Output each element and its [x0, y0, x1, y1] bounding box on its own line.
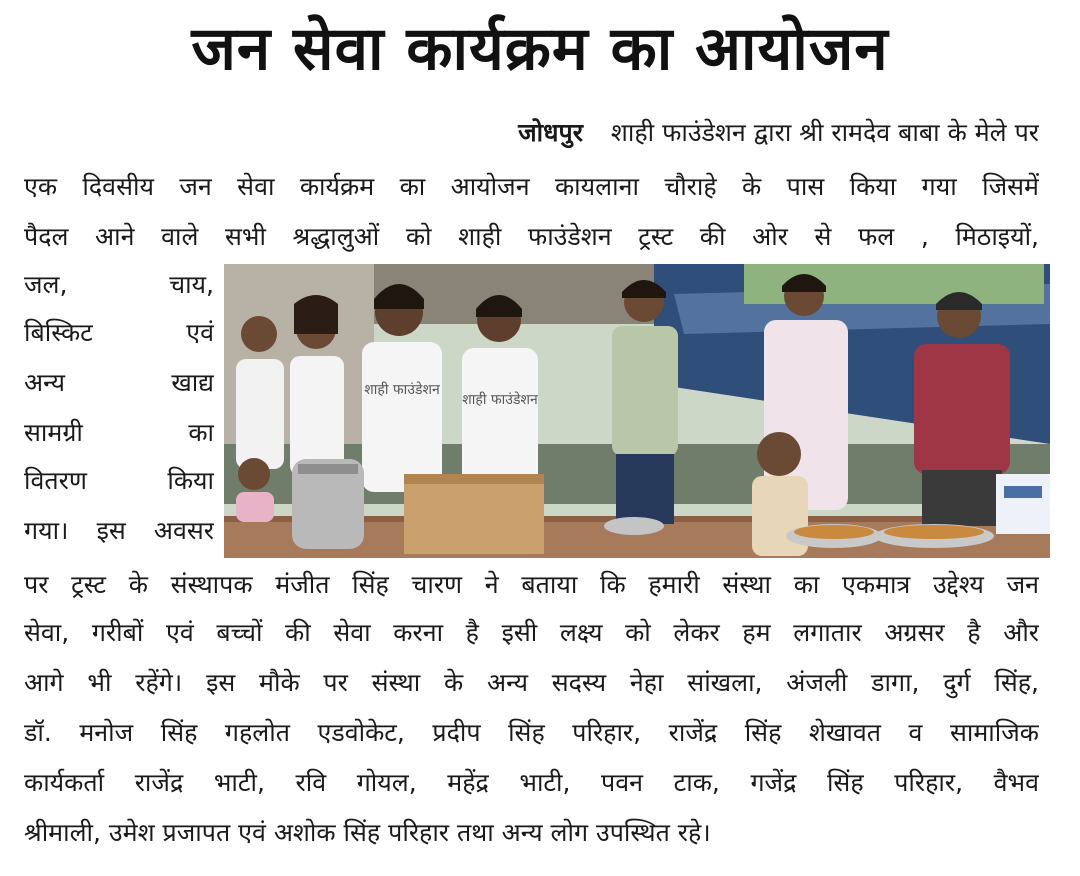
side-line-4: सामग्री का [24, 418, 214, 447]
intro-line-1 [24, 110, 1039, 156]
body-line-1: पर ट्रस्ट के संस्थापक मंजीत सिंह चारण ने बताया कि हमारी संस्था का एकमात्र उद्देश्य जन [24, 570, 1039, 599]
event-photo-illustration [224, 264, 1050, 558]
body-line-2: सेवा, गरीबों एवं बच्चों की सेवा करना है इसी लक्ष्य को लेकर हम लगातार अग्रसर है और [24, 618, 1039, 647]
headline: जन सेवा कार्यक्रम का आयोजन [191, 14, 889, 84]
tshirt-print-1: शाही फाउंडेशन [364, 382, 440, 398]
intro-line-3: पैदल आने वाले सभी श्रद्धालुओं को शाही फाउंडेशन ट्रस्ट की ओर से फल , मिठाइयों, [24, 222, 1039, 251]
side-line-3: अन्य खाद्य [24, 368, 214, 397]
steel-bowl [604, 517, 664, 535]
intro-text-1: शाही फाउंडेशन द्वारा श्री रामदेव बाबा के मेले पर [610, 118, 1039, 147]
intro-line-2: एक दिवसीय जन सेवा कार्यक्रम का आयोजन कायलाना चौराहे के पास किया गया जिसमें [24, 172, 1039, 201]
carton-box-right [996, 474, 1050, 534]
water-dispenser [292, 459, 364, 549]
person-woman-2 [290, 295, 344, 476]
body-line-5: कार्यकर्ता राजेंद्र भाटी, रवि गोयल, महेंद्र भाटी, पवन टाक, गजेंद्र सिंह परिहार, वैभव [24, 768, 1039, 797]
side-line-6: गया। इस अवसर [24, 516, 214, 545]
dateline: जोधपुर [518, 118, 583, 147]
cardboard-box [404, 474, 544, 554]
side-line-2: बिस्किट एवं [24, 318, 214, 347]
body-line-4: डॉ. मनोज सिंह गहलोत एडवोकेट, प्रदीप सिंह परिहार, राजेंद्र सिंह शेखावत व सामाजिक [24, 718, 1039, 747]
tshirt-print-2: शाही फाउंडेशन [462, 392, 538, 408]
side-line-5: वितरण किया [24, 466, 214, 495]
body-line-6: श्रीमाली, उमेश प्रजापत एवं अशोक सिंह परिहार तथा अन्य लोग उपस्थित रहे। [24, 818, 711, 847]
event-photo [224, 264, 1050, 558]
body-line-3: आगे भी रहेंगे। इस मौके पर संस्था के अन्य सदस्य नेहा सांखला, अंजली डागा, दुर्ग सिंह, [24, 668, 1039, 697]
side-line-1: जल, चाय, [24, 270, 214, 299]
